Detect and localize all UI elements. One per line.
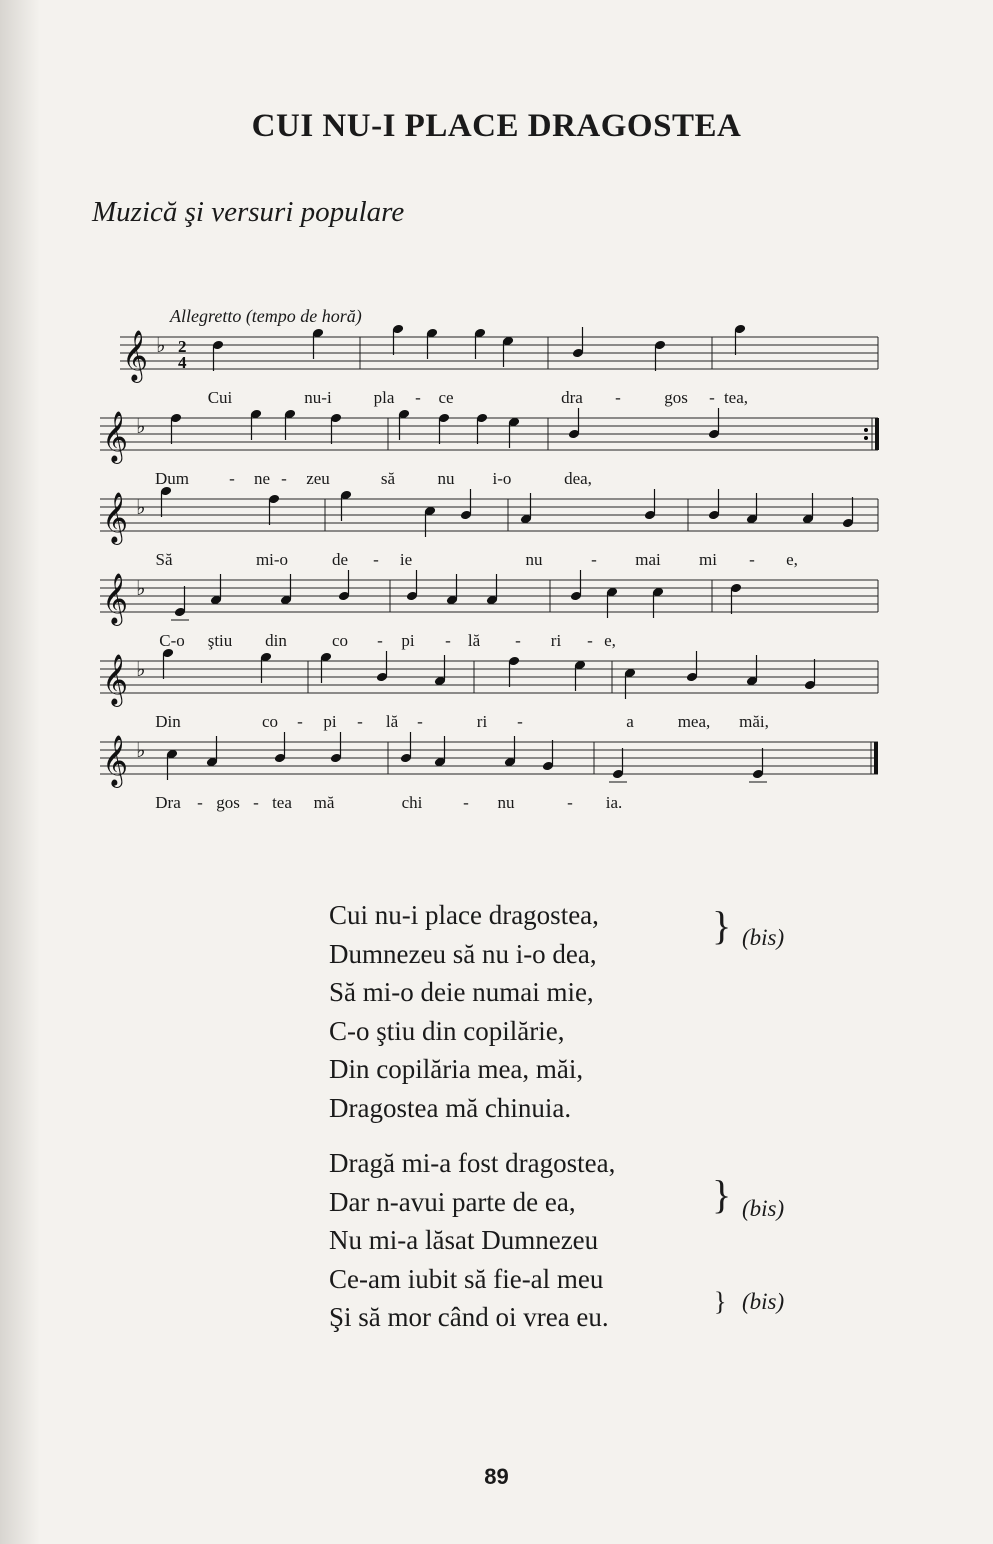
flat-key-signature-icon: ♭ — [156, 333, 166, 357]
score-lyric-syllable: - — [445, 631, 451, 650]
verse-line: Să mi-o deie numai mie, — [329, 977, 594, 1007]
verse-line: Dragostea mă chinuia. — [329, 1092, 572, 1123]
verse-line: Dragă mi-a fost dragostea, — [329, 1148, 616, 1178]
staff-system — [120, 330, 878, 383]
score-lyric-syllable: ri — [476, 712, 488, 731]
staff-system — [100, 411, 878, 464]
score-lyric-syllable: zeu — [306, 469, 330, 488]
score-lyric-syllable: - — [377, 631, 383, 650]
staff-system — [100, 492, 878, 545]
score-lyric-syllable: - — [463, 793, 469, 812]
score-lyric-syllable: lă — [385, 712, 399, 731]
score-lyric-syllable: - — [417, 712, 423, 731]
score-lyric-syllable: Cui — [207, 388, 233, 407]
repeat-dot — [864, 428, 868, 432]
score-lyric-syllable: - — [297, 712, 303, 731]
score-lyric-syllable: mă — [313, 793, 335, 812]
score-lyric-syllable: să — [380, 469, 396, 488]
score-lyric-syllable: ri — [550, 631, 562, 650]
score-lyric-syllable: - — [357, 712, 363, 731]
score-lyric-syllable: măi, — [739, 712, 769, 731]
repeat-brace: } — [712, 1172, 732, 1217]
score-lyric-syllable: ne — [253, 469, 271, 488]
note-group — [212, 324, 746, 371]
score-lyric-syllable: - — [709, 388, 715, 407]
score-lyric-syllable: mea, — [677, 712, 711, 731]
score-lyric-syllable: - — [415, 388, 421, 407]
score-lyric-syllable: de — [331, 550, 349, 569]
score-lyric-syllable: din — [265, 631, 287, 650]
score-lyric-syllable: - — [567, 793, 573, 812]
verse-line: Nu mi-a lăsat Dumnezeu — [329, 1225, 599, 1255]
score-lyric-syllable: tea, — [723, 388, 749, 407]
score-lyric-syllable: - — [615, 388, 621, 407]
verse-line: Ce-am iubit să fie-al meu — [329, 1263, 604, 1294]
note-group — [162, 648, 816, 699]
repeat-mark: (bis) — [742, 1289, 785, 1314]
score-lyric-syllable: mi-o — [255, 550, 289, 569]
score-lyric-syllable: nu — [437, 469, 455, 488]
repeat-mark: (bis) — [742, 1196, 785, 1221]
treble-clef-icon: 𝄞 — [102, 735, 129, 786]
song-verses — [329, 896, 615, 1337]
score-lyric-syllable: - — [229, 469, 235, 488]
score-lyric-syllable: Să — [155, 550, 173, 569]
verse-line: Dumnezeu să nu i-o dea, — [329, 938, 597, 969]
verse-line: Din copilăria mea, măi, — [329, 1054, 584, 1084]
score-lyric-syllable: - — [197, 793, 203, 812]
time-signature-top: 2 — [178, 337, 187, 356]
score-lyric-syllable: lă — [467, 631, 481, 650]
flat-key-signature-icon: ♭ — [136, 738, 146, 762]
score-lyric-syllable: - — [281, 469, 287, 488]
flat-key-signature-icon: ♭ — [136, 495, 146, 519]
score-lyric-syllable: chi — [401, 793, 423, 812]
time-signature-bottom: 4 — [178, 353, 187, 372]
score-lyric-syllable: nu-i — [304, 388, 332, 407]
score-lyric-syllable: gos — [216, 793, 240, 812]
score-lyric-syllable: - — [517, 712, 523, 731]
page-number: 89 — [484, 1464, 509, 1489]
score-lyric-syllable: e, — [604, 631, 616, 650]
score-lyric-syllable: - — [253, 793, 259, 812]
score-lyric-syllable: C-o — [159, 631, 185, 650]
repeat-dot — [864, 436, 868, 440]
score-lyric-syllable: mi — [699, 550, 717, 569]
repeat-brace: } — [712, 903, 732, 948]
note-group — [160, 486, 854, 537]
verse-line: C-o ştiu din copilărie, — [329, 1015, 565, 1046]
treble-clef-icon: 𝄞 — [122, 330, 149, 381]
score-lyric-syllable: dra — [561, 388, 583, 407]
repeat-brace: } — [714, 1287, 727, 1316]
score-lyric-syllable: co — [261, 712, 279, 731]
score-lyric-syllable: ştiu — [207, 631, 233, 650]
score-lyric-syllable: - — [749, 550, 755, 569]
score-lyric-syllable: nu — [525, 550, 543, 569]
song-title: CUI NU-I PLACE DRAGOSTEA — [251, 108, 742, 144]
score-lyric-syllable: - — [591, 550, 597, 569]
flat-key-signature-icon: ♭ — [136, 414, 146, 438]
score-lyric-syllable: - — [587, 631, 593, 650]
score-lyric-syllable: ce — [438, 388, 454, 407]
score-lyric-syllable: co — [331, 631, 349, 650]
tempo-marking: Allegretto (tempo de horă) — [170, 306, 362, 326]
score-lyric-syllable: ie — [399, 550, 413, 569]
score-lyric-syllable: Dum — [155, 469, 189, 488]
score-lyric-syllable: i-o — [492, 469, 512, 488]
score-lyric-syllable: a — [626, 712, 634, 731]
verse-line: Cui nu-i place dragostea, — [329, 900, 599, 930]
score-lyric-syllable: dea, — [564, 469, 592, 488]
score-lyric-syllable: mai — [635, 550, 661, 569]
score-lyric-syllable: gos — [664, 388, 688, 407]
score-lyric-syllable: pi — [323, 712, 337, 731]
verse-line: Dar n-avui parte de ea, — [329, 1186, 576, 1217]
song-subtitle: Muzică şi versuri populare — [92, 196, 405, 228]
treble-clef-icon: 𝄞 — [102, 492, 129, 543]
flat-key-signature-icon: ♭ — [136, 576, 146, 600]
flat-key-signature-icon: ♭ — [136, 657, 146, 681]
treble-clef-icon: 𝄞 — [102, 573, 129, 624]
treble-clef-icon: 𝄞 — [102, 411, 129, 462]
verse-line: Şi să mor când oi vrea eu. — [329, 1302, 609, 1332]
score-lyric-syllable: nu — [497, 793, 515, 812]
score-lyric-syllable: e, — [786, 550, 798, 569]
score-lyric-syllable: tea — [272, 793, 292, 812]
score-lyric-syllable: Dra — [155, 793, 181, 812]
score-lyric-syllable: - — [373, 550, 379, 569]
treble-clef-icon: 𝄞 — [102, 654, 129, 705]
repeat-mark: (bis) — [742, 925, 785, 950]
score-lyric-syllable: - — [515, 631, 521, 650]
score-lyric-syllable: ia. — [605, 793, 623, 812]
score-lyric-syllable: pi — [401, 631, 415, 650]
score-lyric-syllable: Din — [155, 712, 181, 731]
staff-system — [100, 654, 878, 707]
score-lyric-syllable: pla — [373, 388, 395, 407]
